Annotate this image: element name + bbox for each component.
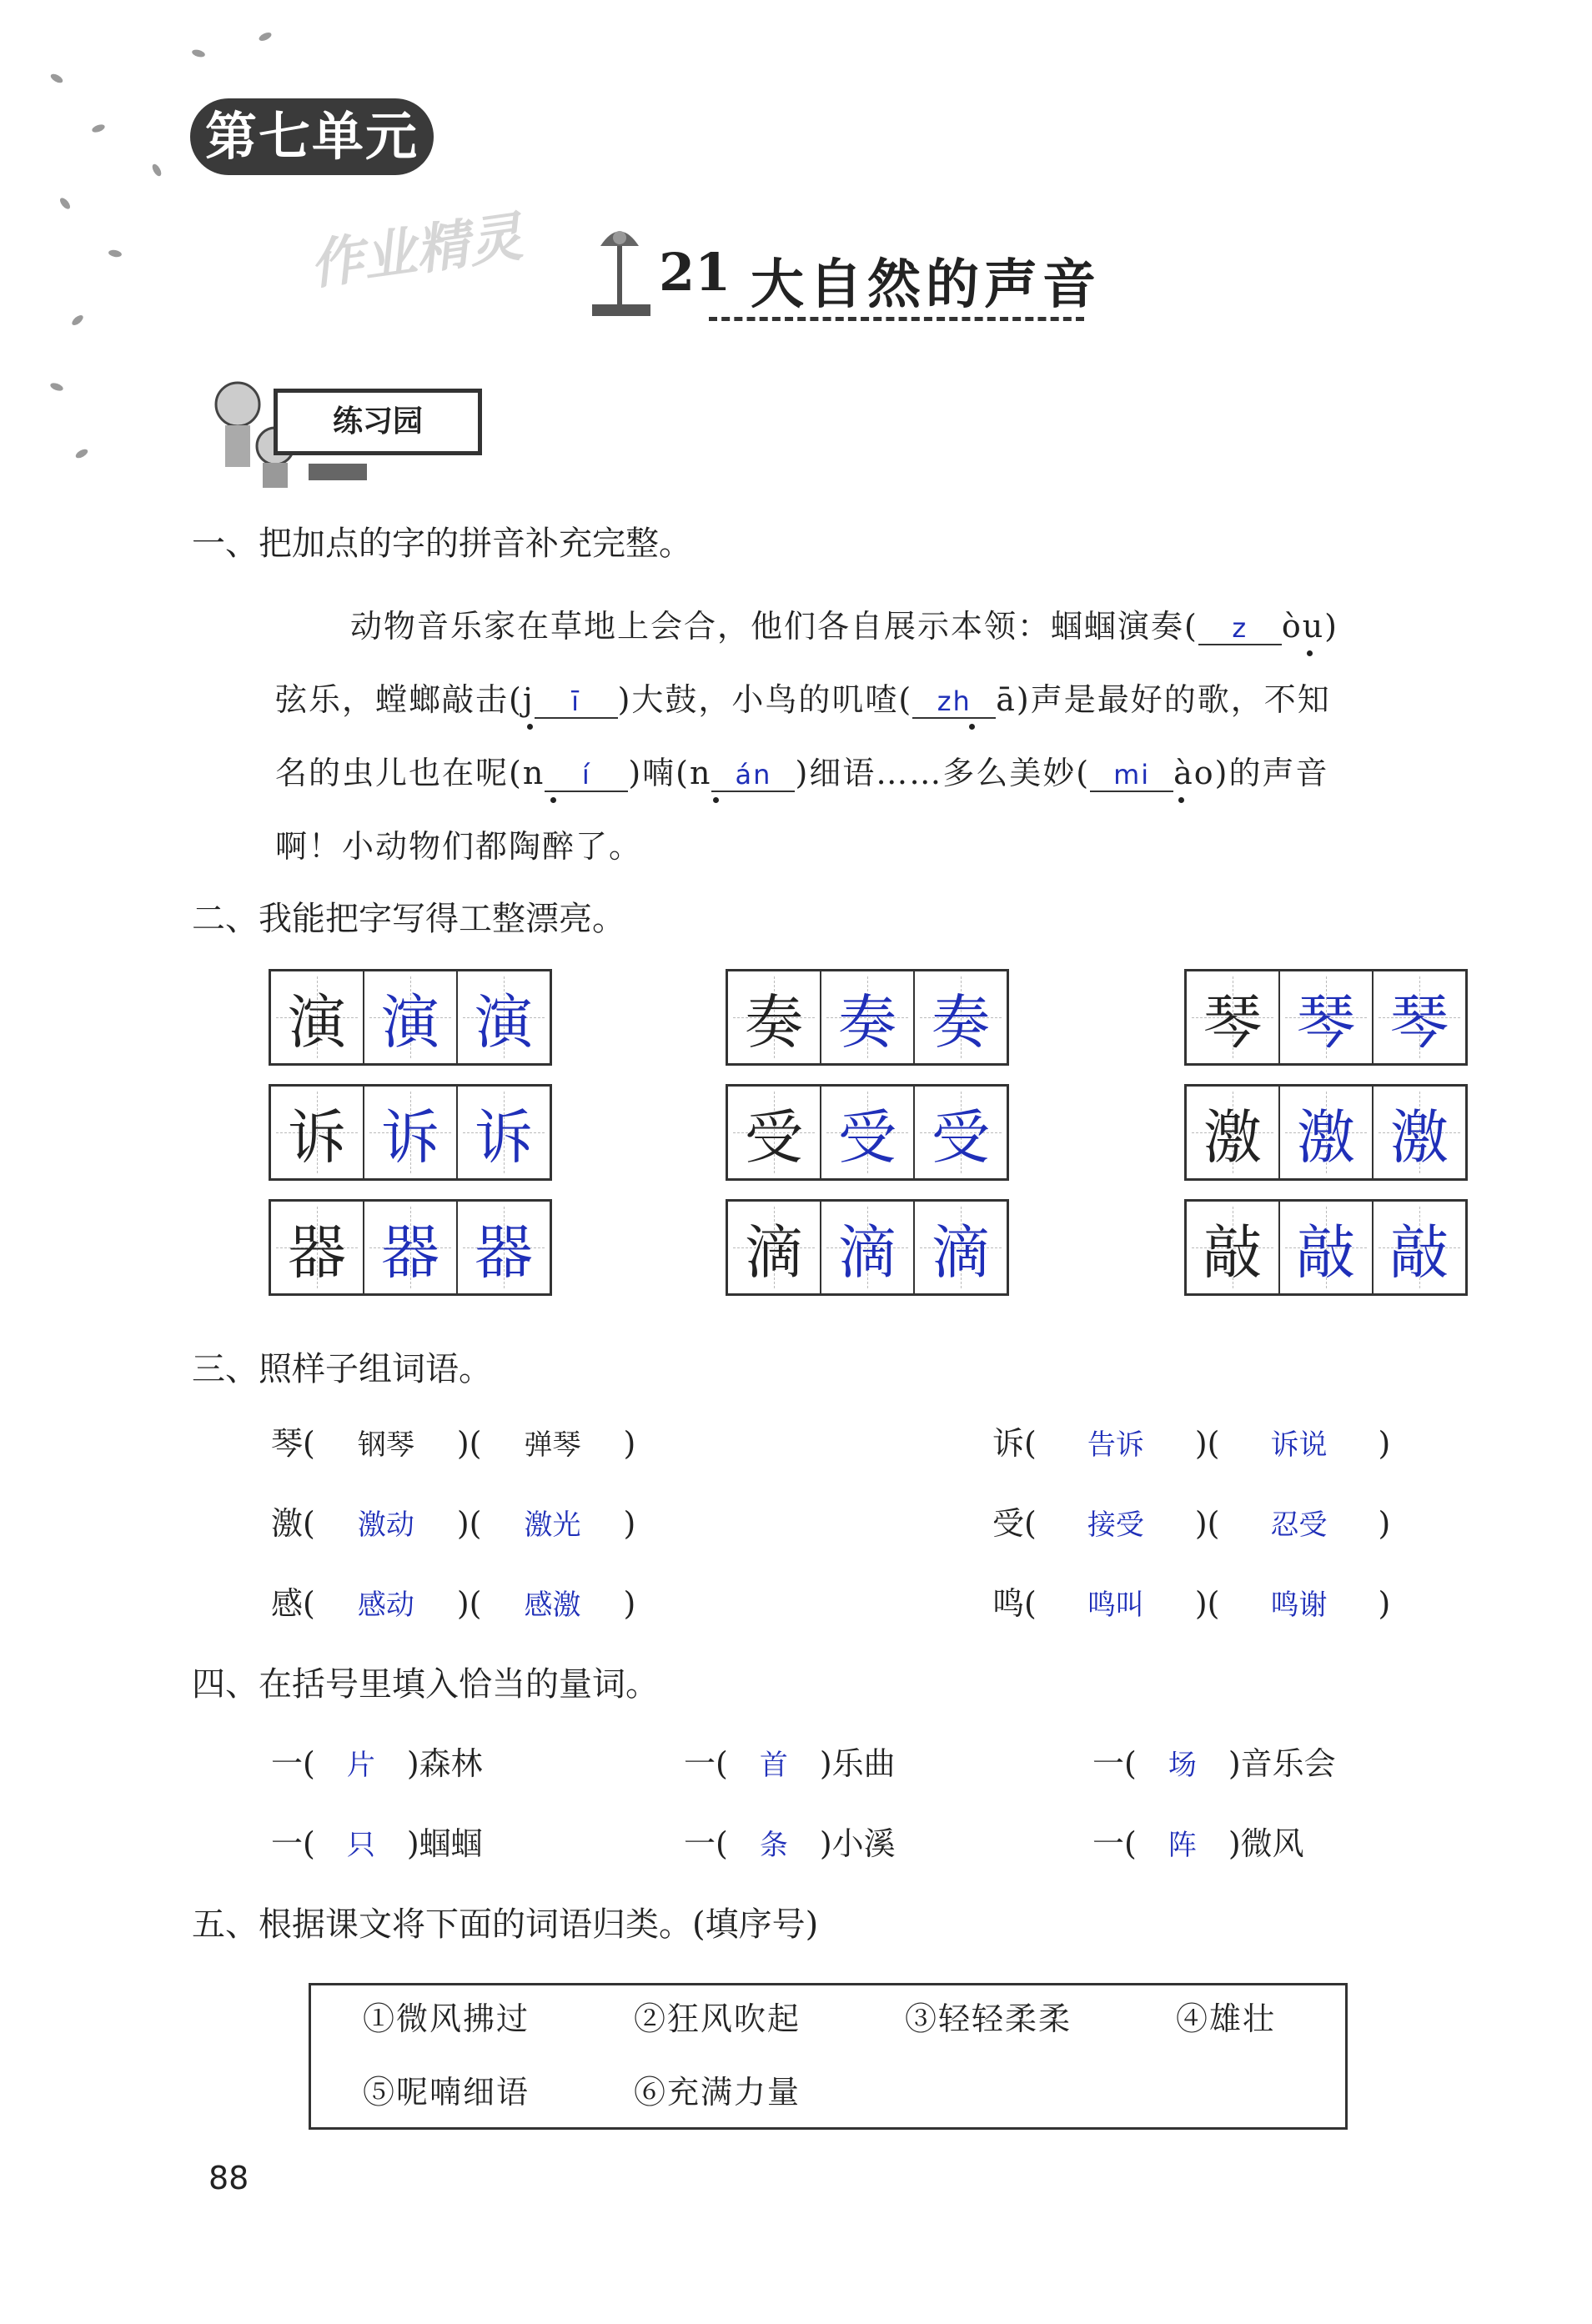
measure-word-item: 一( 片 )森林 bbox=[271, 1738, 483, 1784]
watermark: 作业精灵 bbox=[305, 206, 526, 298]
measure-answer: 只 bbox=[346, 1829, 375, 1862]
grid-char: 琴 bbox=[1390, 987, 1449, 1057]
grid-char: 演 bbox=[475, 987, 533, 1057]
grid-char: 激 bbox=[1390, 1102, 1449, 1172]
measure-word-item: 一( 只 )蝈蝈 bbox=[271, 1818, 483, 1864]
q2-heading: 二、我能把字写得工整漂亮。 bbox=[192, 900, 625, 938]
emphasis-dot bbox=[1307, 650, 1313, 656]
q1-line-4: 啊！小动物们都陶醉了。 bbox=[275, 828, 643, 865]
grid-char: 滴 bbox=[838, 1217, 896, 1287]
char-grid bbox=[269, 969, 552, 1066]
books-icon bbox=[309, 464, 367, 480]
q1-line-3: 名的虫儿也在呢(n í )喃(n án )细语……多么美妙( mi ào)的声音 bbox=[275, 755, 1329, 791]
measure-answer: 条 bbox=[759, 1829, 788, 1862]
word-group-row: 琴( 钢琴 )( 弹琴 ) bbox=[271, 1418, 635, 1463]
practice-char-cell bbox=[1374, 971, 1465, 1063]
q5-heading: 五、根据课文将下面的词语归类。(填序号) bbox=[192, 1905, 819, 1944]
word-bank-item: ①微风拂过 bbox=[363, 2000, 530, 2037]
word-answer: 感激 bbox=[524, 1589, 581, 1622]
grid-char: 受 bbox=[838, 1102, 896, 1172]
word-answer: 激光 bbox=[524, 1508, 581, 1542]
practice-char-cell bbox=[1280, 971, 1374, 1063]
measure-word-item: 一( 场 )音乐会 bbox=[1092, 1738, 1336, 1784]
model-char-cell bbox=[1187, 971, 1280, 1063]
measure-word-item: 一( 首 )乐曲 bbox=[684, 1738, 896, 1784]
word-answer: 弹琴 bbox=[524, 1428, 581, 1462]
word-answer: 鸣叫 bbox=[1087, 1589, 1144, 1622]
grid-char: 激 bbox=[1203, 1102, 1262, 1172]
word-answer: 诉说 bbox=[1270, 1428, 1328, 1462]
word-group-row: 感( 感动 )( 感激 ) bbox=[271, 1578, 635, 1624]
emphasis-dot bbox=[969, 724, 975, 730]
answer-blank: ī bbox=[535, 685, 618, 719]
q1-line-1: 动物音乐家在草地上会合，他们各自展示本领：蝈蝈演奏( z òu) bbox=[350, 608, 1339, 645]
word-bank-item: ③轻轻柔柔 bbox=[905, 2000, 1072, 2037]
practice-char-cell bbox=[364, 1087, 458, 1178]
word-answer: 钢琴 bbox=[357, 1428, 414, 1462]
grid-char: 敲 bbox=[1390, 1217, 1449, 1287]
practice-char-cell bbox=[458, 1087, 550, 1178]
practice-char-cell bbox=[915, 1087, 1007, 1178]
char-grid bbox=[726, 1199, 1009, 1296]
grid-char: 滴 bbox=[745, 1217, 803, 1287]
grid-char: 琴 bbox=[1297, 987, 1355, 1057]
q1-heading: 一、把加点的字的拼音补充完整。 bbox=[192, 525, 692, 563]
word-answer: 感动 bbox=[357, 1589, 414, 1622]
q4-heading: 四、在括号里填入恰当的量词。 bbox=[192, 1665, 659, 1704]
model-char-cell bbox=[728, 1087, 821, 1178]
measure-answer: 场 bbox=[1168, 1749, 1197, 1782]
page-number: 88 bbox=[208, 2160, 249, 2196]
char-grid bbox=[1184, 969, 1468, 1066]
q1-line-2: 弦乐，螳螂敲击(j ī )大鼓，小鸟的叽喳( zh ā)声是最好的歌，不知 bbox=[275, 681, 1331, 718]
char-grid bbox=[269, 1084, 552, 1181]
practice-char-cell bbox=[821, 971, 915, 1063]
word-answer: 忍受 bbox=[1270, 1508, 1328, 1542]
q3-heading: 三、照样子组词语。 bbox=[192, 1350, 492, 1388]
grid-char: 演 bbox=[288, 987, 346, 1057]
word-group-row: 鸣( 鸣叫 )( 鸣谢 ) bbox=[992, 1578, 1390, 1624]
title-underline bbox=[709, 317, 1084, 321]
word-answer: 激动 bbox=[357, 1508, 414, 1542]
practice-char-cell bbox=[1374, 1202, 1465, 1293]
answer-blank: mi bbox=[1090, 759, 1173, 792]
word-answer: 鸣谢 bbox=[1270, 1589, 1328, 1622]
emphasis-dot bbox=[550, 797, 556, 803]
grid-char: 演 bbox=[381, 987, 439, 1057]
practice-char-cell bbox=[458, 971, 550, 1063]
word-group-row: 诉( 告诉 )( 诉说 ) bbox=[992, 1418, 1390, 1463]
grid-char: 敲 bbox=[1297, 1217, 1355, 1287]
word-bank-item: ②狂风吹起 bbox=[634, 2000, 801, 2037]
grid-char: 器 bbox=[288, 1217, 346, 1287]
char-grid bbox=[1184, 1084, 1468, 1181]
word-bank-item: ⑥充满力量 bbox=[634, 2074, 801, 2111]
grid-char: 滴 bbox=[932, 1217, 990, 1287]
grid-char: 诉 bbox=[475, 1102, 533, 1172]
emphasis-dot bbox=[1178, 797, 1184, 803]
practice-badge: 练习园 bbox=[274, 389, 482, 455]
practice-char-cell bbox=[915, 971, 1007, 1063]
measure-answer: 片 bbox=[346, 1749, 375, 1782]
answer-blank: í bbox=[545, 759, 628, 792]
emphasis-dot bbox=[713, 797, 719, 803]
grid-char: 器 bbox=[475, 1217, 533, 1287]
grid-char: 受 bbox=[932, 1102, 990, 1172]
lamp-icon bbox=[584, 213, 659, 324]
model-char-cell bbox=[728, 971, 821, 1063]
practice-char-cell bbox=[458, 1202, 550, 1293]
char-grid bbox=[726, 969, 1009, 1066]
grid-char: 受 bbox=[745, 1102, 803, 1172]
lesson-number: 21 bbox=[659, 242, 731, 303]
lesson-title: 大自然的声音 bbox=[751, 253, 1101, 316]
char-grid bbox=[726, 1084, 1009, 1181]
word-bank-item: ④雄壮 bbox=[1176, 2000, 1277, 2037]
char-grid bbox=[1184, 1199, 1468, 1296]
measure-word-item: 一( 条 )小溪 bbox=[684, 1818, 896, 1864]
grid-char: 奏 bbox=[745, 987, 803, 1057]
practice-char-cell bbox=[364, 1202, 458, 1293]
practice-char-cell bbox=[1280, 1202, 1374, 1293]
grid-char: 诉 bbox=[288, 1102, 346, 1172]
grid-char: 奏 bbox=[932, 987, 990, 1057]
measure-answer: 阵 bbox=[1168, 1829, 1197, 1862]
measure-word-item: 一( 阵 )微风 bbox=[1092, 1818, 1304, 1864]
model-char-cell bbox=[271, 1202, 364, 1293]
grid-char: 器 bbox=[381, 1217, 439, 1287]
word-answer: 接受 bbox=[1087, 1508, 1144, 1542]
grid-char: 奏 bbox=[838, 987, 896, 1057]
answer-blank: zh bbox=[912, 685, 996, 719]
model-char-cell bbox=[271, 1087, 364, 1178]
word-group-row: 激( 激动 )( 激光 ) bbox=[271, 1498, 635, 1543]
grid-char: 激 bbox=[1297, 1102, 1355, 1172]
grid-char: 琴 bbox=[1203, 987, 1262, 1057]
practice-char-cell bbox=[364, 971, 458, 1063]
word-bank-item: ⑤呢喃细语 bbox=[363, 2074, 530, 2111]
practice-char-cell bbox=[821, 1087, 915, 1178]
word-group-row: 受( 接受 )( 忍受 ) bbox=[992, 1498, 1390, 1543]
answer-blank: z bbox=[1198, 612, 1282, 645]
grid-char: 敲 bbox=[1203, 1217, 1262, 1287]
model-char-cell bbox=[271, 971, 364, 1063]
grid-char: 诉 bbox=[381, 1102, 439, 1172]
model-char-cell bbox=[728, 1202, 821, 1293]
measure-answer: 首 bbox=[759, 1749, 788, 1782]
char-grid bbox=[269, 1199, 552, 1296]
model-char-cell bbox=[1187, 1087, 1280, 1178]
answer-blank: án bbox=[711, 759, 795, 792]
model-char-cell bbox=[1187, 1202, 1280, 1293]
practice-char-cell bbox=[915, 1202, 1007, 1293]
unit-title: 第七单元 bbox=[190, 98, 434, 175]
practice-char-cell bbox=[1374, 1087, 1465, 1178]
practice-char-cell bbox=[821, 1202, 915, 1293]
practice-char-cell bbox=[1280, 1087, 1374, 1178]
word-answer: 告诉 bbox=[1087, 1428, 1144, 1462]
emphasis-dot bbox=[527, 724, 533, 730]
